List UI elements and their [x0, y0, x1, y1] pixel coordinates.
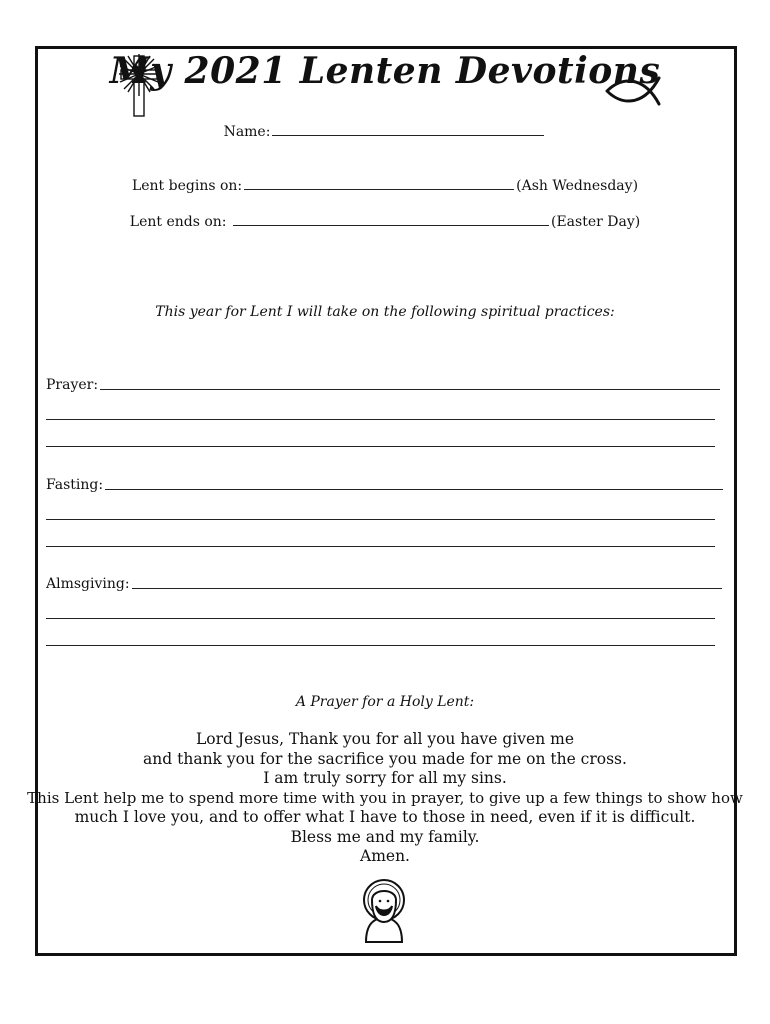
almsgiving-line-3[interactable] — [46, 645, 715, 646]
lent-begins-suffix: (Ash Wednesday) — [516, 178, 639, 194]
prayer-line: I am truly sorry for all my sins. — [263, 769, 507, 787]
fasting-label: Fasting: — [46, 477, 104, 493]
prayer-line-2[interactable] — [46, 419, 715, 420]
lent-ends-label: Lent ends on: — [129, 214, 227, 230]
prayer-line-3[interactable] — [46, 446, 715, 447]
lent-begins-label: Lent begins on: — [131, 178, 243, 194]
fasting-input-line[interactable] — [105, 488, 723, 490]
fasting-field — [46, 477, 725, 493]
prayer-label: Prayer: — [46, 377, 99, 393]
lent-begins-input-line[interactable] — [244, 188, 514, 190]
lent-begins-field — [0, 178, 770, 194]
prayer-field — [46, 377, 722, 393]
prayer-line: This Lent help me to spend more time with you in prayer, to give up a few things to show how — [27, 788, 743, 807]
almsgiving-input-line[interactable] — [132, 587, 722, 589]
fasting-line-3[interactable] — [46, 546, 715, 547]
name-field — [0, 124, 770, 140]
prayer-line: Amen. — [360, 847, 410, 865]
almsgiving-label: Almsgiving: — [46, 576, 130, 592]
prayer-input-line[interactable] — [100, 388, 720, 390]
prayer-line: Bless me and my family. — [290, 827, 480, 846]
prayer-line: Lord Jesus, Thank you for all you have given me — [195, 730, 575, 748]
page-title: My 2021 Lenten Devotions — [109, 50, 661, 92]
name-input-line[interactable] — [272, 134, 544, 136]
holy-lent-heading: A Prayer for a Holy Lent: — [295, 694, 475, 710]
prayer-line: and thank you for the sacrifice you made for me on the cross. — [143, 749, 627, 768]
lent-prayer — [0, 730, 770, 867]
jesus-portrait-icon — [358, 876, 410, 944]
almsgiving-line-2[interactable] — [46, 618, 715, 619]
name-label: Name: — [223, 124, 271, 140]
prayer-line: much I love you, and to offer what I have to those in need, even if it is difficult. — [74, 808, 696, 826]
fasting-line-2[interactable] — [46, 519, 715, 520]
lent-ends-suffix: (Easter Day) — [550, 214, 641, 230]
fish-icon — [604, 74, 666, 108]
practices-intro: This year for Lent I will take on the following spiritual practices: — [155, 304, 615, 320]
lent-ends-input-line[interactable] — [233, 224, 549, 226]
almsgiving-field — [46, 576, 724, 592]
lent-ends-field — [0, 214, 770, 230]
